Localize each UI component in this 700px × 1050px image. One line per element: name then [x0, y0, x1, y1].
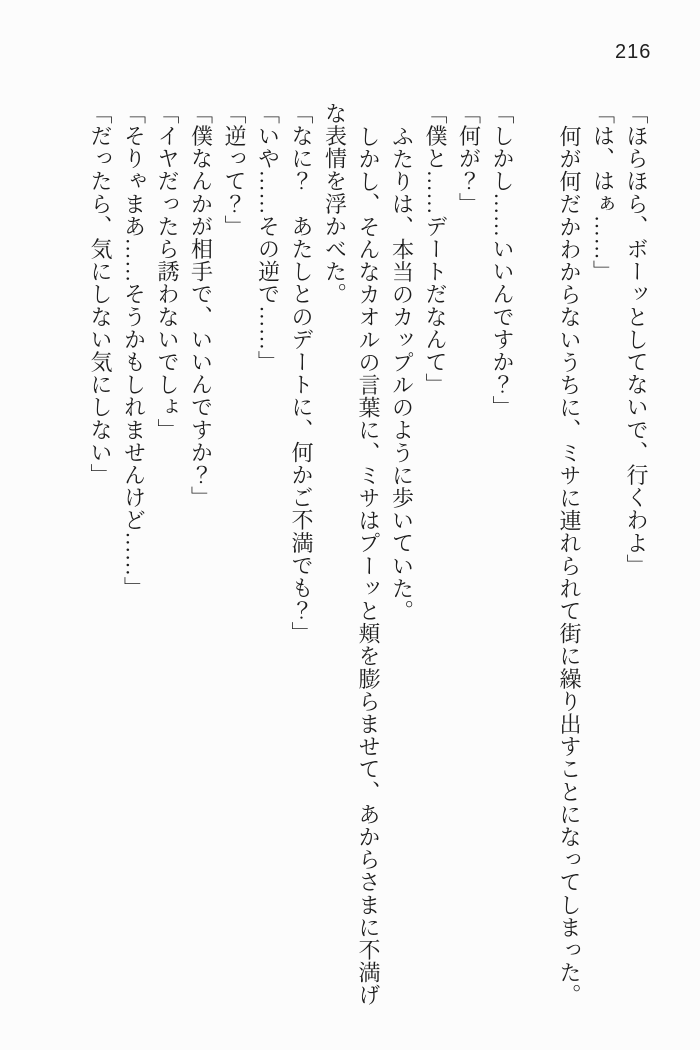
dialogue-line: 「だったら、気にしない気にしない」 [88, 102, 113, 487]
dialogue-line: 「なに？ あたしとのデートに、何かご不満でも？」 [289, 102, 314, 645]
narration-line: な表情を浮かべた。 [322, 102, 348, 306]
dialogue-line: 「は、はぁ……」 [590, 102, 616, 283]
dialogue-line: 「逆って？」 [222, 102, 247, 238]
page-number: 216 [615, 41, 652, 63]
dialogue-line: 「いや……その逆で……」 [255, 102, 281, 374]
dialogue-line: 「何が？」 [456, 102, 482, 215]
dialogue-line: 「しかし……いいんですか？」 [490, 102, 515, 419]
dialogue-line: 「ほらほら、ボーッとしてないで、行くわよ」 [624, 102, 649, 577]
narration-line: しかし、そんなカオルの言葉に、ミサはプーッと頬を膨らませて、あからさまに不満げ [356, 124, 381, 1006]
text-body [84, 102, 654, 1012]
narration-line: 何が何だかわからないうちに、ミサに連れられて街に繰り出すことになってしまった。 [557, 124, 582, 1006]
dialogue-line: 「僕なんかが相手で、いいんですか？」 [188, 102, 214, 509]
dialogue-line: 「イヤだったら誘わないでしょ」 [155, 102, 180, 441]
narration-line: ふたりは、本当のカップルのように歩いていた。 [389, 124, 415, 622]
blank-line [519, 102, 553, 1012]
dialogue-line: 「そりゃまあ……そうかもしれませんけど……」 [121, 102, 147, 600]
dialogue-line: 「僕と……デートだなんて」 [423, 102, 448, 396]
